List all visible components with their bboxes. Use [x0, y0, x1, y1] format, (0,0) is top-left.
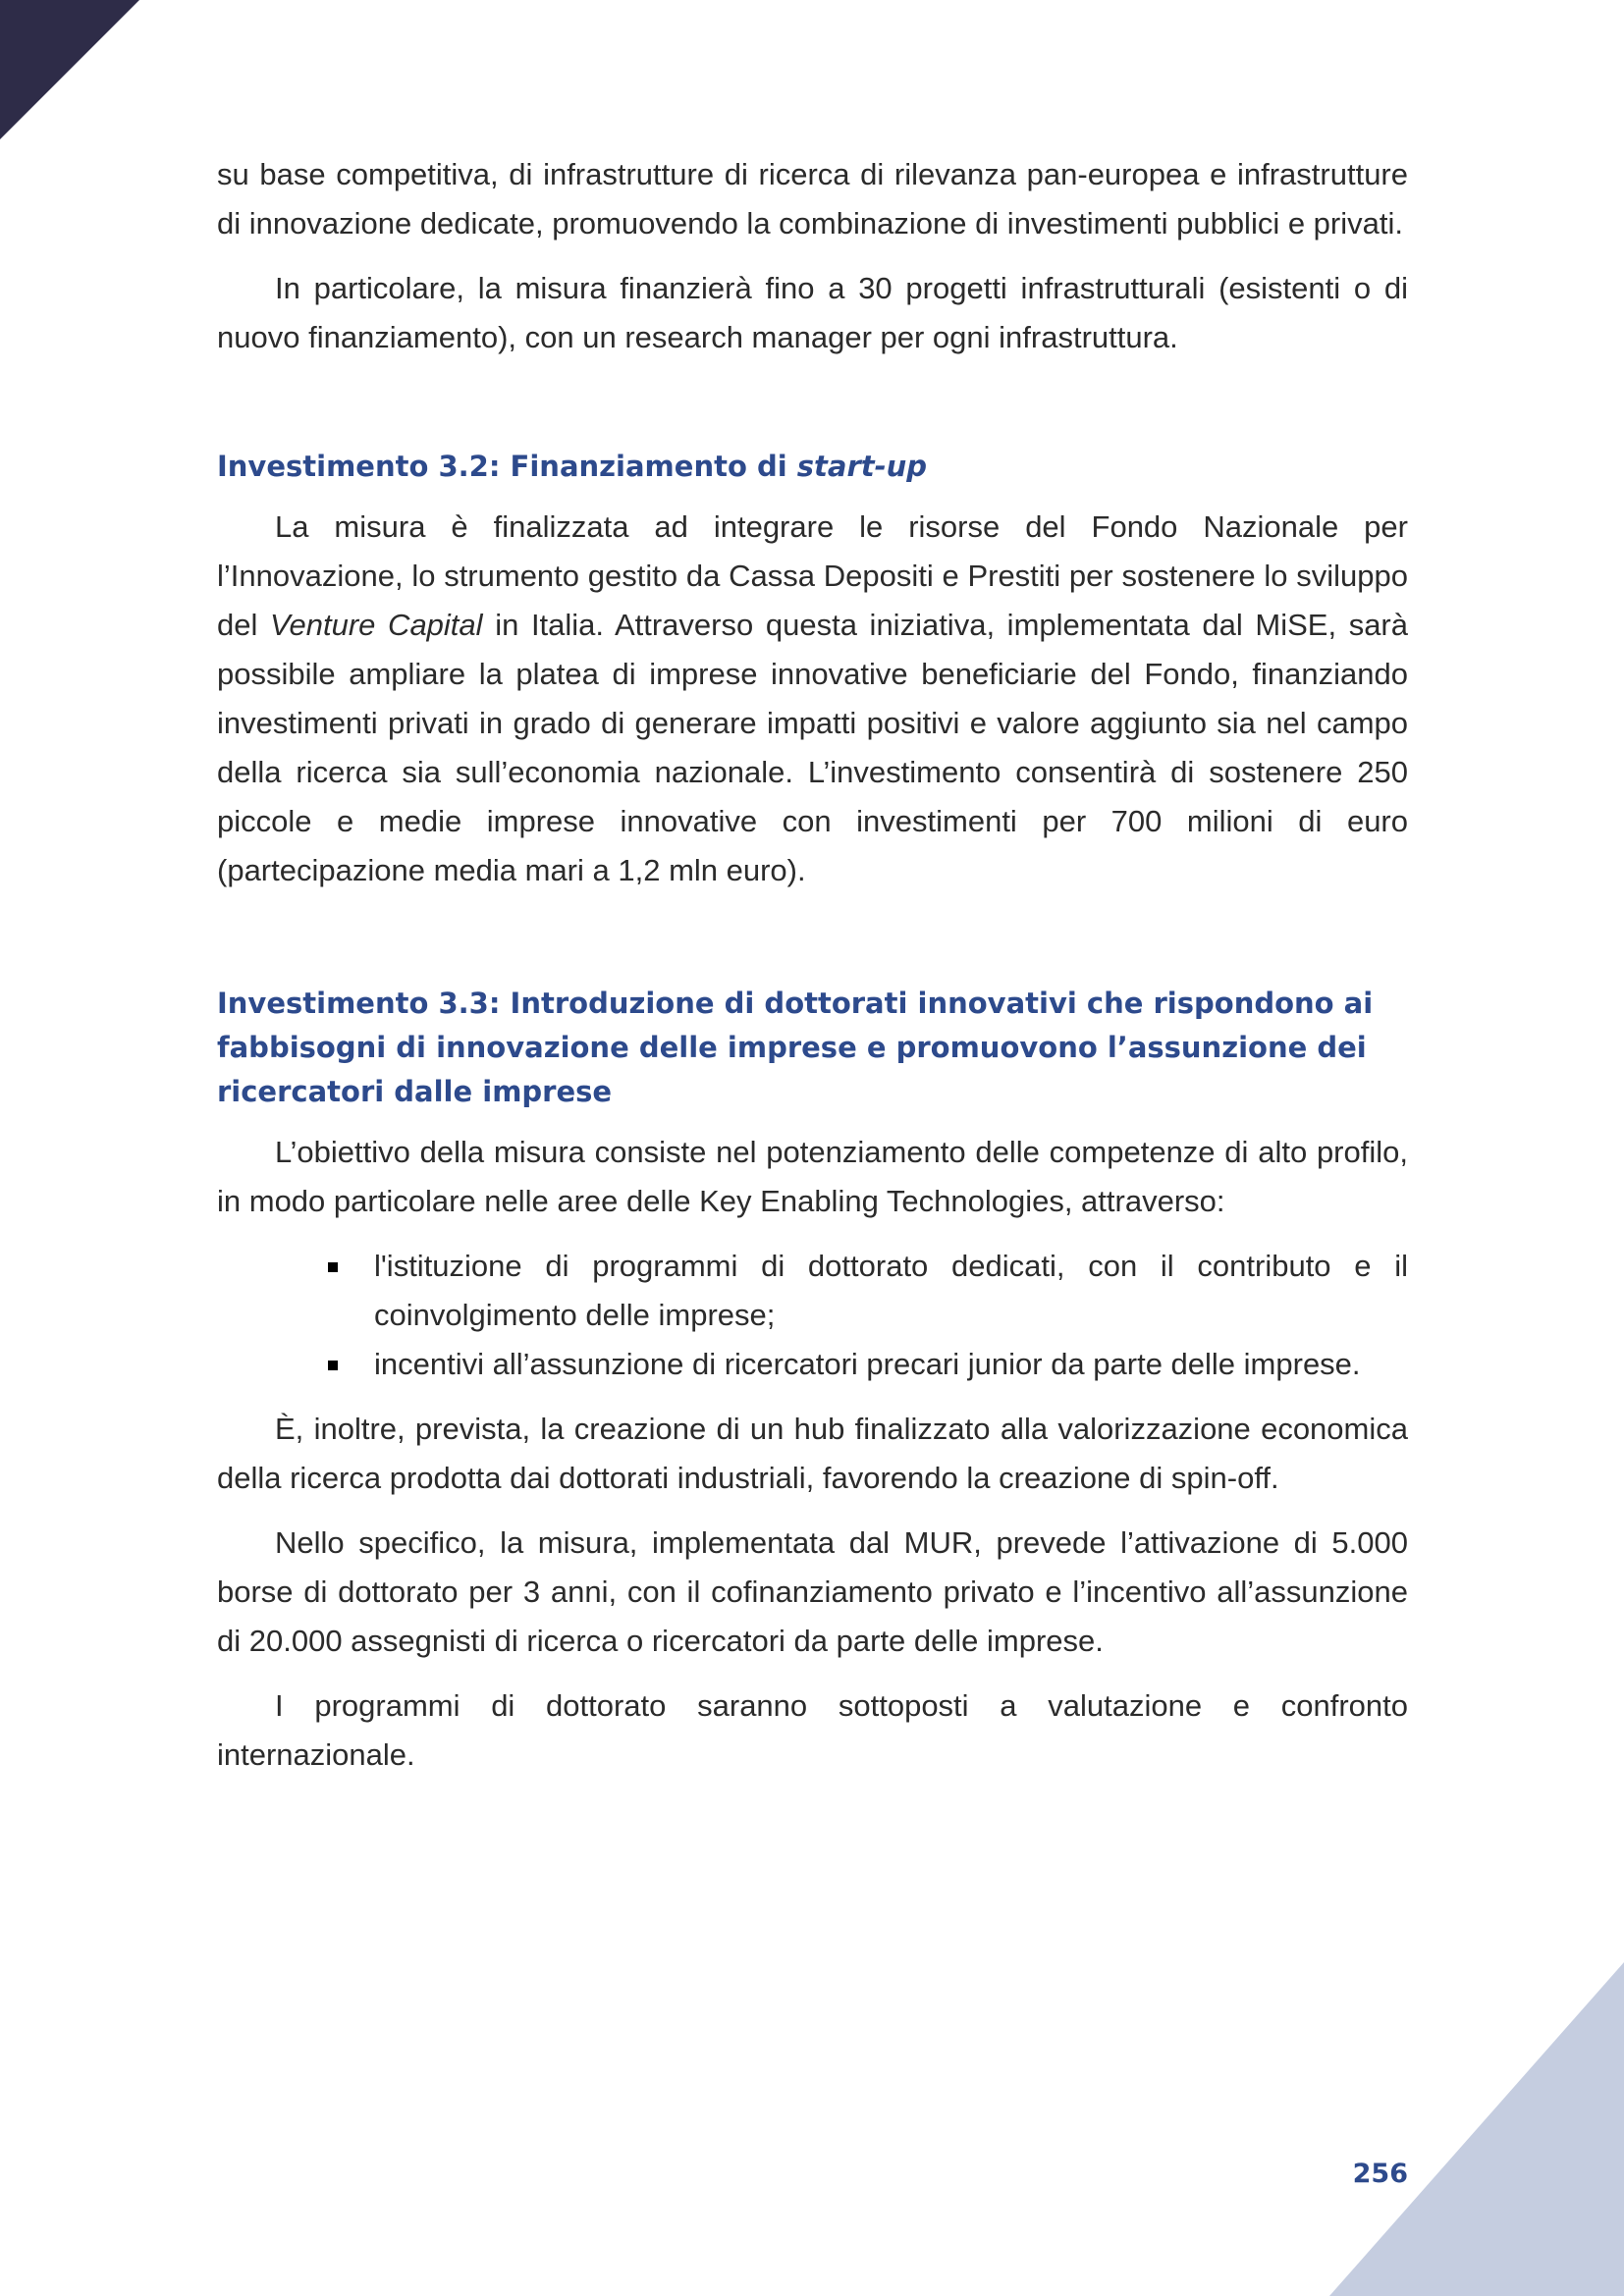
corner-decoration-bottom-right — [1329, 1962, 1624, 2296]
bullet-list — [217, 1242, 1408, 1389]
heading-3-2-text: Investimento 3.2: Finanziamento di — [217, 450, 797, 483]
fondo-text-part2: in Italia. Attraverso questa iniziativa, implementata dal MiSE, sarà possibile ampliare la platea di imprese innovative beneficiarie del Fondo, finanziando investimenti privati in grado di generare impatti positivi e valore aggiunto sia nel campo della ricerca sia sull’economia nazionale. L’investimento consentirà di sostenere 250 piccole e medie imprese innovative con investimenti per 700 milioni di euro (partecipazione media mari a 1,2 mln euro). — [217, 608, 1409, 887]
fondo-text-italic: Venture Capital — [270, 608, 483, 642]
paragraph-programmi-dottorato: I programmi di dottorato saranno sottoposti a valutazione e confronto internazionale. — [217, 1688, 1408, 1772]
page-content — [217, 150, 1408, 1780]
corner-decoration-top-left — [0, 0, 139, 139]
heading-investimento-3-2 — [217, 445, 1408, 489]
page-number: 256 — [1352, 2159, 1408, 2189]
paragraph-progetti: In particolare, la misura finanzierà fino a 30 progetti infrastrutturali (esistenti o di nuovo finanziamento), con un research manager per ogni infrastruttura. — [217, 271, 1408, 354]
paragraph-nello-specifico: Nello specifico, la misura, implementata dal MUR, prevede l’attivazione di 5.000 borse di dottorato per 3 anni, con il cofinanziamento privato e l’incentivo all’assunzione di 20.000 assegnisti di ricerca o ricercatori da parte delle imprese. — [217, 1525, 1408, 1658]
heading-3-2-italic: start-up — [796, 450, 928, 483]
paragraph-fondo-innovazione — [217, 503, 1408, 895]
paragraph-infrastrutture: su base competitiva, di infrastrutture di ricerca di rilevanza pan-europea e infrastrutture di innovazione dedicate, promuovendo la combinazione di investimenti pubblici e privati. — [217, 157, 1408, 240]
fondo-text-part1: La misura è finalizzata ad integrare le risorse del Fondo Nazionale per l’Innovazione, lo strumento gestito da Cassa Depositi e Prestiti per sostenere lo sviluppo del — [217, 509, 1408, 642]
paragraph-hub: È, inoltre, prevista, la creazione di un hub finalizzato alla valorizzazione economica della ricerca prodotta dai dottorati industriali, favorendo la creazione di spin-off. — [217, 1412, 1408, 1495]
list-item: incentivi all’assunzione di ricercatori precari junior da parte delle imprese. — [374, 1340, 1408, 1389]
heading-investimento-3-3: Investimento 3.3: Introduzione di dottorati innovativi che rispondono ai fabbisogni di innovazione delle imprese e promuovono l’assunzione dei ricercatori dalle imprese — [217, 987, 1374, 1108]
paragraph-obiettivo: L’obiettivo della misura consiste nel potenziamento delle competenze di alto profilo, in modo particolare nelle aree delle Key Enabling Technologies, attraverso: — [217, 1135, 1408, 1218]
list-item: l'istituzione di programmi di dottorato dedicati, con il contributo e il coinvolgimento delle imprese; — [374, 1242, 1408, 1340]
